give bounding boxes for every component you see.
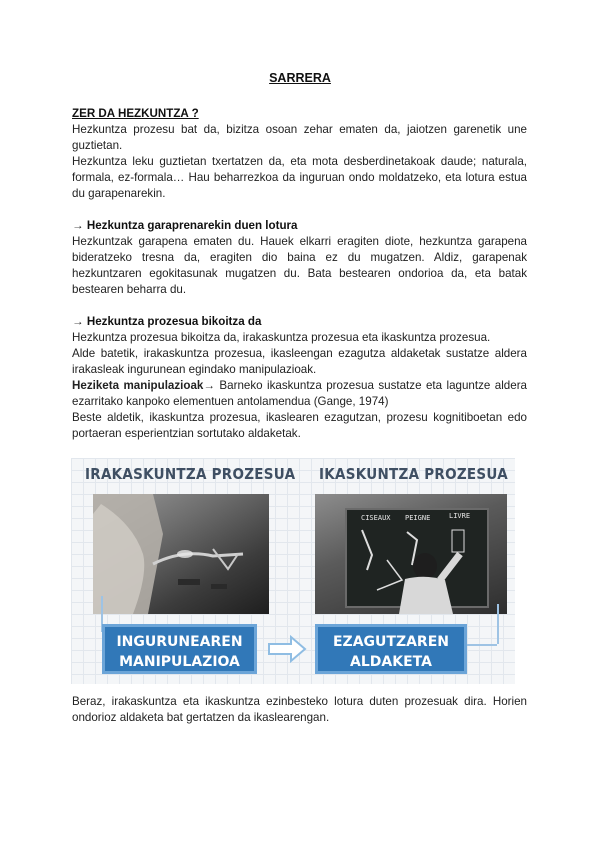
paragraph: Alde batetik, irakaskuntza prozesua, ikasleengan ezagutza aldaketak sustatze aldera irakasleak ingurunean egindako manipulazioak. [72,347,527,376]
paragraph [72,378,527,410]
section-heading-text: Hezkuntza garaprenarekin duen lotura [86,219,298,232]
box-line: MANIPULAZIOA [119,654,240,670]
figure-label-right: IKASKUNTZA PROZESUA [319,465,508,483]
term-definition: Barneko ikaskuntza prozesua sustatze eta laguntze aldera ezarritako kanpoko elementuen antolamendua (Gange, 1974) [72,379,528,408]
section-heading: ZER DA HEZKUNTZA ? [72,107,199,120]
paragraph: Hezkuntzak garapena ematen du. Hauek elkarri eragiten diote, hezkuntza garapena bideratzeko tresna da, eragiten dio baina ez du mugatzen. Aldiz, garapenak hezkuntzaren egokitasunak mugatzen du. Bata bestearen ondorioa da, eta batak bestearen beharra du. [72,235,527,296]
section-heading-text: Hezkuntza prozesua bikoitza da [86,315,262,328]
paragraph: Hezkuntza prozesua bikoitza da, irakaskuntza prozesua eta ikaskuntza prozesua. [72,331,491,344]
term-bold: Heziketa manipulazioak [72,379,204,392]
board-word: CISEAUX [361,514,391,522]
section-prozesu-bikoitza [72,314,527,442]
box-line: EZAGUTZAREN [332,634,449,650]
arrow-right-icon: → [72,315,84,328]
board-word: LIVRE [449,512,471,520]
process-box-left [102,624,257,674]
page-title: SARRERA [269,71,331,85]
paragraph: Beste aldetik, ikaskuntza prozesua, ikaslearen ezagutzan, prozesu kognitiboetan edo portaeran esperientzian sortutako aldaketak. [72,411,527,440]
section-hezkuntza-garapena [72,218,527,298]
paragraph: Beraz, irakaskuntza eta ikaskuntza ezinbesteko lotura duten prozesuak dira. Horien ondorioz aldaketa bat gertatzen da ikaslearengan. [72,695,527,724]
flow-connector [467,644,497,646]
paragraph: Hezkuntza leku guztietan txertatzen da, eta mota desberdinetakoak daude; naturala, formala, ez-formala… Hau beharrezkoa da inguruan ondo moldatzeko, eta lotura estua du garapenarekin. [72,155,527,200]
section-zer-da-hezkuntza [72,106,527,202]
box-line: ALDAKETA [350,654,432,670]
process-box-right [315,624,467,674]
flow-connector [497,604,499,644]
section-heading [72,314,527,330]
arrow-right-icon: → [72,219,84,232]
process-figure [71,458,515,684]
arrow-right-icon [267,634,307,664]
section-heading [72,218,527,234]
student-illustration [315,494,507,614]
arrow-right-icon: → [203,379,215,392]
classroom-photo-student [315,494,507,614]
figure-label-left: IRAKASKUNTZA PROZESUA [85,465,296,483]
paragraph: Hezkuntza prozesu bat da, bizitza osoan zehar ematen da, jaiotzen garenetik une guztietan. [72,123,527,152]
conclusion [72,694,527,726]
teacher-manipulation-illustration [93,494,269,614]
box-line: INGURUNEAREN [116,634,243,650]
board-word: PEIGNE [405,514,431,522]
classroom-photo-teacher [93,494,269,614]
